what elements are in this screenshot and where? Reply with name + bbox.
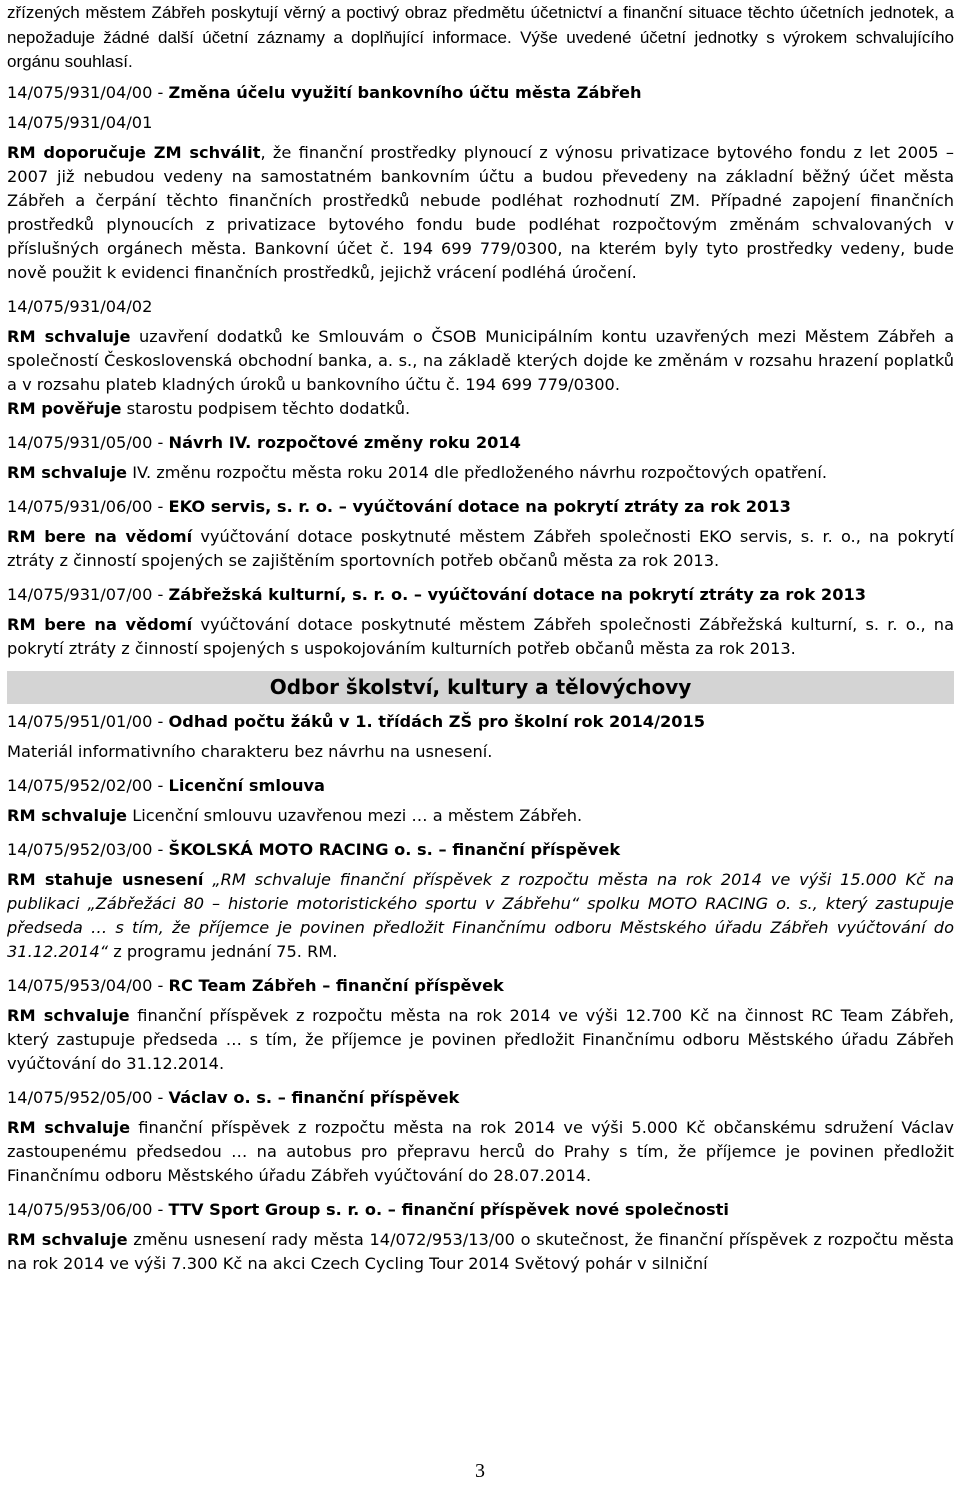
item-title: TTV Sport Group s. r. o. – finanční příspěvek nové společnosti bbox=[168, 1199, 729, 1219]
resolution-text bbox=[7, 461, 954, 485]
resolution-verb: RM bere na vědomí bbox=[7, 614, 193, 634]
item-code: 14/075/952/05/00 - bbox=[7, 1087, 169, 1107]
item-title: Zábřežská kulturní, s. r. o. – vyúčtování dotace na pokrytí ztráty za rok 2013 bbox=[168, 584, 866, 604]
resolution-verb: RM bere na vědomí bbox=[7, 526, 193, 546]
resolution-body: finanční příspěvek z rozpočtu města na rok 2014 ve výši 5.000 Kč občanskému sdružení Václav zastoupenému předsedou … na autobus pro přepravu herců do Prahy s tím, že příjemce je povinen předložit Finančnímu odboru Městského úřadu Zábřeh vyúčtování do 28.07.2014. bbox=[7, 1117, 954, 1185]
item-code: 14/075/952/02/00 - bbox=[7, 775, 169, 795]
item-heading bbox=[7, 974, 954, 998]
item-title: Změna účelu využití bankovního účtu města Zábřeh bbox=[168, 82, 642, 102]
item-heading bbox=[7, 1198, 954, 1222]
item-code: 14/075/951/01/00 - bbox=[7, 711, 169, 731]
resolution-body: změnu usnesení rady města 14/072/953/13/00 o skutečnost, že finanční příspěvek z rozpočtu města na rok 2014 ve výši 7.300 Kč na akci Czech Cycling Tour 2014 Světový pohár v silniční bbox=[7, 1229, 954, 1273]
item-code: 14/075/931/06/00 - bbox=[7, 496, 169, 516]
item-title: Odhad počtu žáků v 1. třídách ZŠ pro školní rok 2014/2015 bbox=[168, 711, 706, 731]
item-title: ŠKOLSKÁ MOTO RACING o. s. – finanční příspěvek bbox=[168, 839, 621, 859]
item-code: 14/075/931/04/00 - bbox=[7, 82, 169, 102]
resolution-text bbox=[7, 141, 954, 285]
item-code: 14/075/953/06/00 - bbox=[7, 1199, 169, 1219]
section-heading: Odbor školství, kultury a tělovýchovy bbox=[7, 671, 954, 704]
page-number: 3 bbox=[475, 1460, 485, 1482]
resolution-text bbox=[7, 613, 954, 661]
item-code: 14/075/931/05/00 - bbox=[7, 432, 169, 452]
item-heading bbox=[7, 838, 954, 862]
resolution-body: Licenční smlouvu uzavřenou mezi … a městem Zábřeh. bbox=[127, 805, 583, 825]
resolution-text: Materiál informativního charakteru bez návrhu na usnesení. bbox=[7, 741, 493, 761]
resolution-body: starostu podpisem těchto dodatků. bbox=[121, 398, 411, 418]
resolution-body: IV. změnu rozpočtu města roku 2014 dle předloženého návrhu rozpočtových opatření. bbox=[127, 462, 828, 482]
resolution-body: uzavření dodatků ke Smlouvám o ČSOB Municipálním kontu uzavřených mezi Městem Zábřeh a společností Československá obchodní banka, a. s., na základě kterých dojde ke změnám v rozsahu hrazení poplatků a v rozsahu plateb kladných úroků u bankovního účtu č. 194 699 779/0300. bbox=[7, 326, 954, 394]
resolution-text bbox=[7, 804, 954, 828]
resolution-verb: RM schvaluje bbox=[7, 805, 128, 825]
item-heading bbox=[7, 495, 954, 519]
item-heading bbox=[7, 583, 954, 607]
item-heading bbox=[7, 1086, 954, 1110]
resolution-text bbox=[7, 868, 954, 964]
resolution-body: , že finanční prostředky plynoucí z výnosu privatizace bytového fondu z let 2005 – 2007 již nebudou vedeny na samostatném bankovním účtu a budou převedeny na základní běžný účet města Zábřeh a čerpání těchto finančních prostředků nebude podléhat rozhodnutí ZM. Případné zapojení finančních prostředků plynoucích z privatizace bytového fondu bude podléhat rozpočtovým změnám schvalovaných v příslušných orgánech města. Bankovní účet č. 194 699 779/0300, na kterém byly tyto prostředky vedeny, bude nově použit k evidenci finančních prostředků, jejichž vrácení podléhá úročení. bbox=[7, 142, 955, 282]
resolution-text bbox=[7, 1228, 954, 1276]
item-title: Václav o. s. – finanční příspěvek bbox=[168, 1087, 460, 1107]
resolution-verb: RM schvaluje bbox=[7, 462, 128, 482]
item-heading bbox=[7, 81, 954, 105]
item-code-line: 14/075/931/04/02 bbox=[7, 296, 153, 316]
item-code: 14/075/953/04/00 - bbox=[7, 975, 169, 995]
resolution-verb: RM pověřuje bbox=[7, 398, 122, 418]
resolution-verb: RM stahuje usnesení bbox=[7, 869, 204, 889]
resolution-body: vyúčtování dotace poskytnuté městem Zábřeh společnosti EKO servis, s. r. o., na pokrytí ztráty z činností spojených se zajištěním sportovních potřeb občanů města za rok 2013. bbox=[7, 526, 954, 570]
item-heading bbox=[7, 710, 954, 734]
item-title: EKO servis, s. r. o. – vyúčtování dotace na pokrytí ztráty za rok 2013 bbox=[168, 496, 791, 516]
item-code-line: 14/075/931/04/01 bbox=[7, 112, 153, 132]
resolution-verb: RM schvaluje bbox=[7, 1229, 128, 1249]
resolution-verb: RM doporučuje ZM schválit bbox=[7, 142, 261, 162]
resolution-text bbox=[7, 1004, 954, 1076]
item-heading bbox=[7, 431, 954, 455]
resolution-verb: RM schvaluje bbox=[7, 1005, 130, 1025]
resolution-body: z programu jednání 75. RM. bbox=[108, 941, 338, 961]
item-heading bbox=[7, 774, 954, 798]
item-title: Návrh IV. rozpočtové změny roku 2014 bbox=[168, 432, 521, 452]
item-code: 14/075/931/07/00 - bbox=[7, 584, 169, 604]
intro-paragraph: zřízených městem Zábřeh poskytují věrný a poctivý obraz předmětu účetnictví a finanční situace těchto účetních jednotek, a nepožaduje žádné další účetní záznamy a doplňující informace. Výše uvedené účetní jednotky s výrokem schvalujícího orgánu souhlasí. bbox=[7, 3, 954, 71]
resolution-body: finanční příspěvek z rozpočtu města na rok 2014 ve výši 12.700 Kč na činnost RC Team Zábřeh, který zastupuje předseda … s tím, že příjemce je povinen předložit Finančnímu odboru Městského úřadu Zábřeh vyúčtování do 31.12.2014. bbox=[7, 1005, 954, 1073]
document-page bbox=[7, 0, 954, 1276]
item-code: 14/075/952/03/00 - bbox=[7, 839, 169, 859]
resolution-verb: RM schvaluje bbox=[7, 1117, 131, 1137]
item-title: Licenční smlouva bbox=[168, 775, 325, 795]
item-title: RC Team Zábřeh – finanční příspěvek bbox=[168, 975, 504, 995]
resolution-text bbox=[7, 1116, 954, 1188]
withdrawn-resolution-quote: „RM schvaluje finanční příspěvek z rozpočtu města na rok 2014 ve výši 15.000 Kč na publikaci „Zábřežáci 80 – historie motoristického sportu v Zábřehu“ spolku MOTO RACING o. s., který zastupuje předseda … s tím, že příjemce je povinen předložit Finančnímu odboru Městského úřadu Zábřeh vyúčtování do 31.12.2014“ bbox=[7, 869, 954, 961]
resolution-text bbox=[7, 325, 954, 421]
resolution-verb: RM schvaluje bbox=[7, 326, 131, 346]
resolution-text bbox=[7, 525, 954, 573]
resolution-body: vyúčtování dotace poskytnuté městem Zábřeh společnosti Zábřežská kulturní, s. r. o., na pokrytí ztráty z činností spojených s uspokojováním kulturních potřeb občanů města za rok 2013. bbox=[7, 614, 954, 658]
